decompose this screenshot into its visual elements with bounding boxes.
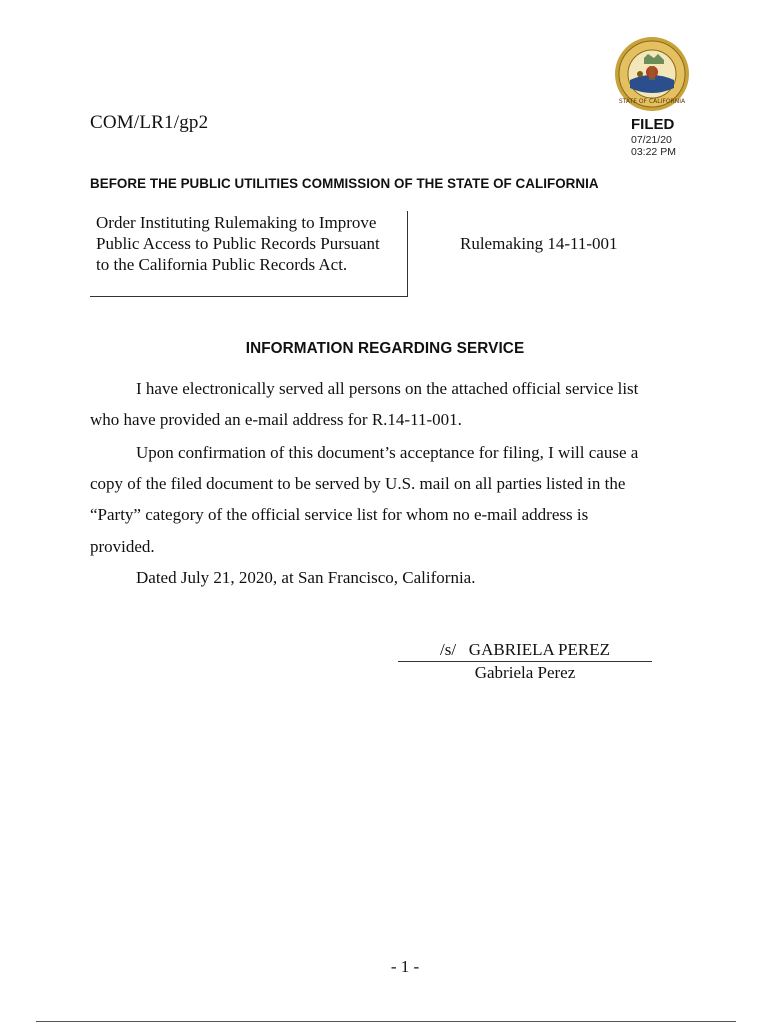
body-line: “Party” category of the official service list for whom no e-mail address is — [90, 505, 589, 524]
page-number: - 1 - — [390, 957, 420, 976]
body-line: who have provided an e-mail address for R.14-11-001. — [90, 410, 462, 429]
proceeding-number: Rulemaking 14-11-001 — [460, 234, 618, 253]
filed-date: 07/21/20 — [631, 134, 672, 146]
body-line: copy of the filed document to be served by U.S. mail on all parties listed in the — [90, 474, 626, 493]
dated-line: Dated July 21, 2020, at San Francisco, California. — [136, 568, 476, 587]
filed-stamp — [631, 116, 676, 158]
document-id: COM/LR1/gp2 — [90, 112, 209, 133]
conformed-signature: /s/ GABRIELA PEREZ — [439, 640, 610, 659]
signature-line — [398, 661, 652, 662]
caption-line: to the California Public Records Act. — [96, 255, 348, 274]
commission-title: BEFORE THE PUBLIC UTILITIES COMMISSION OF THE STATE OF CALIFORNIA — [90, 176, 599, 191]
caption-line: Order Instituting Rulemaking to Improve — [96, 213, 377, 232]
california-seal-icon — [614, 36, 690, 112]
svg-text:STATE OF CALIFORNIA: STATE OF CALIFORNIA — [618, 98, 686, 105]
section-heading: INFORMATION REGARDING SERVICE — [245, 340, 525, 357]
body-line: I have electronically served all persons on the attached official service list — [136, 379, 639, 398]
filed-time: 03:22 PM — [631, 146, 676, 158]
state-seal — [614, 36, 690, 112]
signer-name: Gabriela Perez — [474, 663, 576, 682]
page-bottom-rule — [36, 1021, 736, 1022]
body-line: Upon confirmation of this document’s acceptance for filing, I will cause a — [136, 443, 639, 462]
caption-line: Public Access to Public Records Pursuant — [96, 234, 380, 253]
filed-label: FILED — [631, 116, 675, 133]
body-line: provided. — [90, 537, 155, 556]
caption-text — [96, 212, 408, 275]
